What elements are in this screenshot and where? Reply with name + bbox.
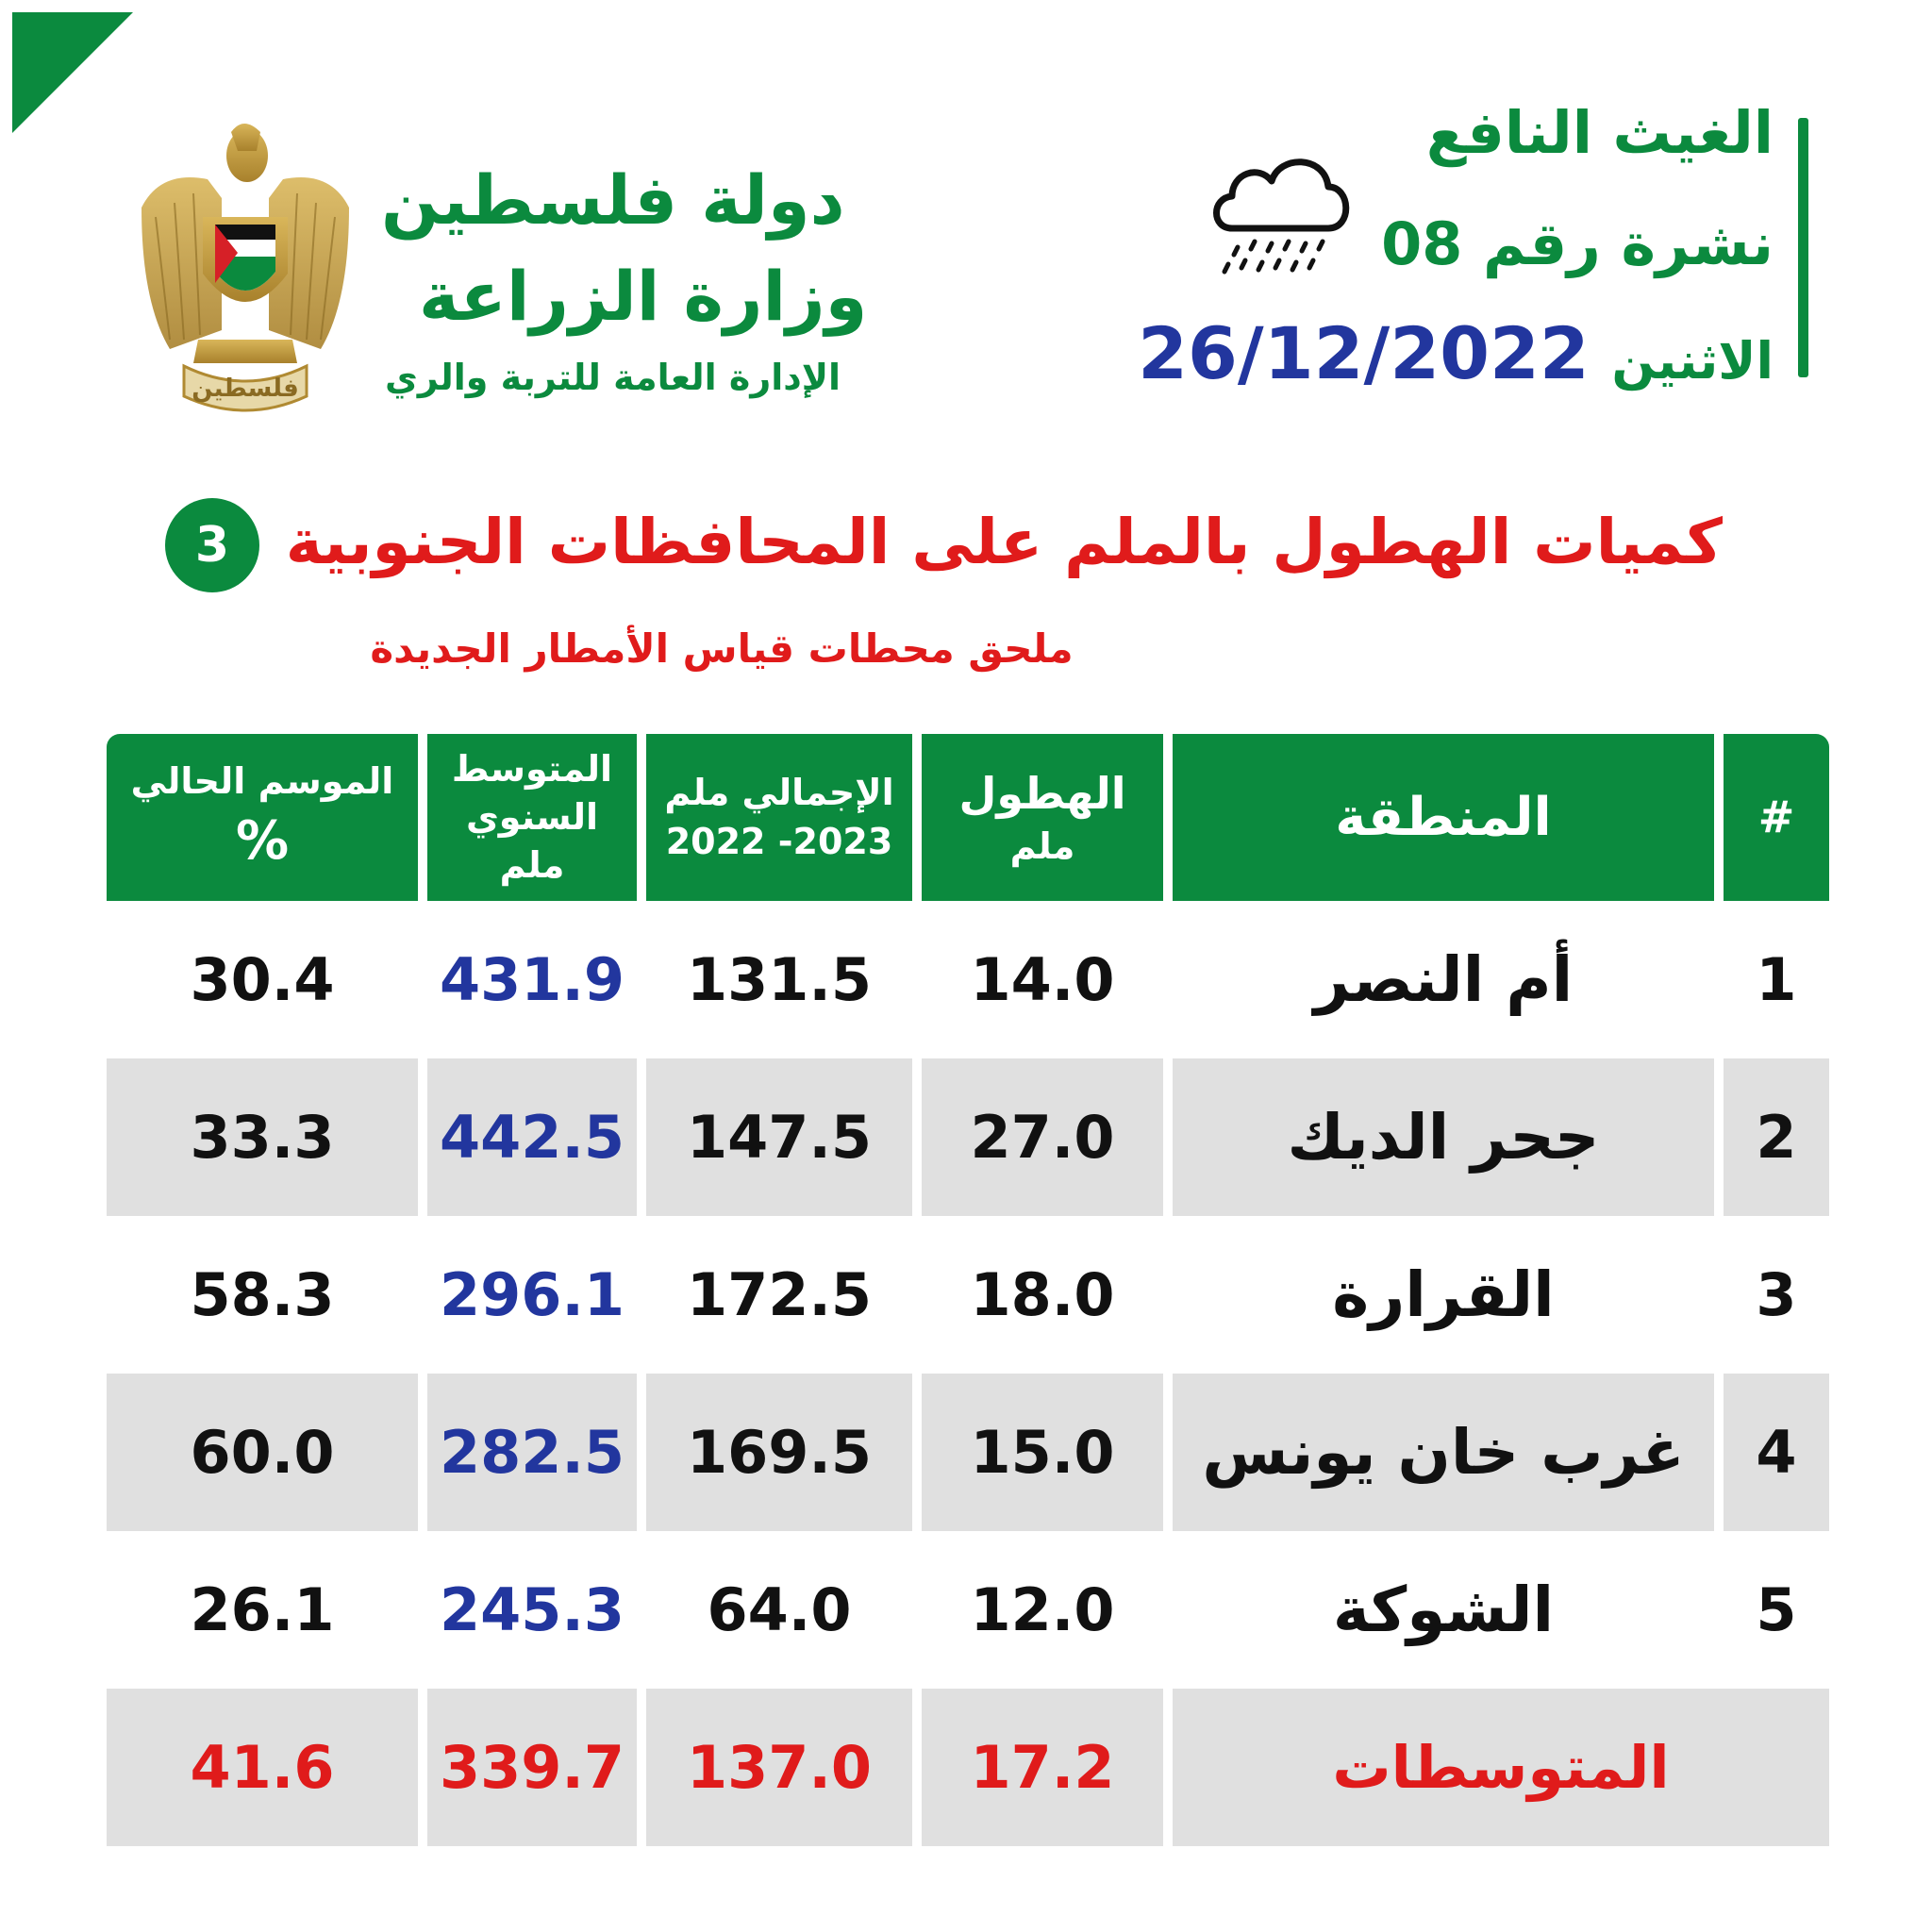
season-percent: 60.0	[107, 1374, 418, 1531]
bulletin-date: 26/12/2022	[1138, 311, 1590, 395]
annual-average: 245.3	[439, 1575, 625, 1644]
row-number: 5	[1756, 1575, 1797, 1644]
season-total: 172.5	[686, 1260, 873, 1329]
region-name: أم النصر	[1313, 943, 1574, 1016]
averages-label: المتوسطات	[1173, 1689, 1829, 1846]
annual-average: 431.9	[439, 945, 625, 1014]
bulletin-day: الاثنين	[1611, 331, 1774, 391]
rainfall-amount: 12.0	[970, 1575, 1115, 1644]
department-name: الإدارة العامة للتربة والري	[385, 357, 841, 398]
average-annual-average: 339.7	[427, 1689, 637, 1846]
palestine-eagle-emblem	[132, 113, 358, 415]
table-header-row	[107, 734, 1829, 901]
average-season-percent: 41.6	[107, 1689, 418, 1846]
averages-row	[107, 1689, 1829, 1846]
table-row	[107, 901, 1829, 1058]
region-name: القرارة	[1332, 1258, 1555, 1331]
average-season-total: 137.0	[646, 1689, 912, 1846]
season-percent: 33.3	[107, 1058, 418, 1216]
rainfall-amount: 18.0	[970, 1260, 1115, 1329]
table-row	[107, 1374, 1829, 1531]
row-number: 3	[1756, 1260, 1797, 1329]
header-region: المنطقة	[1173, 734, 1714, 901]
table-row	[107, 1531, 1829, 1689]
annual-average: 296.1	[439, 1260, 625, 1329]
season-total: 131.5	[686, 945, 873, 1014]
region-name: الشوكة	[1332, 1574, 1555, 1646]
season-percent: 58.3	[190, 1260, 335, 1329]
rainfall-amount: 14.0	[970, 945, 1115, 1014]
page-title: كميات الهطول بالملم على المحافظات الجنوبية	[285, 506, 1723, 578]
page-subtitle: ملحق محطات قياس الأمطار الجديدة	[370, 625, 1074, 672]
state-name: دولة فلسطين	[381, 160, 845, 240]
corner-triangle-decoration	[12, 12, 133, 133]
row-number: 4	[1724, 1374, 1829, 1531]
header-total: الإجمالي ملم 2022 -2023	[646, 734, 912, 901]
row-number: 2	[1724, 1058, 1829, 1216]
rainfall-amount: 27.0	[922, 1058, 1163, 1216]
table-row	[107, 1216, 1829, 1374]
rain-cloud-icon	[1204, 142, 1355, 292]
bulletin-number: نشرة رقم 08	[1381, 209, 1774, 278]
season-total: 64.0	[707, 1575, 852, 1644]
section-number-badge: 3	[165, 498, 259, 592]
season-percent: 26.1	[190, 1575, 335, 1644]
bulletin-date-line	[1138, 311, 1774, 395]
row-number: 1	[1756, 945, 1797, 1014]
region-name: جحر الديك	[1173, 1058, 1714, 1216]
rainfall-table	[107, 734, 1829, 1846]
average-rainfall: 17.2	[922, 1689, 1163, 1846]
annual-average: 282.5	[427, 1374, 637, 1531]
season-total: 147.5	[646, 1058, 912, 1216]
ministry-name: وزارة الزراعة	[419, 257, 868, 336]
header-accent-bar	[1798, 118, 1808, 377]
header-season: الموسم الحالي %	[107, 734, 418, 901]
bulletin-name: الغيث النافع	[1425, 98, 1774, 167]
annual-average: 442.5	[427, 1058, 637, 1216]
table-row	[107, 1058, 1829, 1216]
header-annual-average: المتوسط السنوي ملم	[427, 734, 637, 901]
header-rainfall: الهطول ملم	[922, 734, 1163, 901]
header-number: #	[1724, 734, 1829, 901]
svg-text:فلسطين: فلسطين	[192, 375, 299, 403]
region-name: غرب خان يونس	[1173, 1374, 1714, 1531]
season-percent: 30.4	[190, 945, 335, 1014]
season-total: 169.5	[646, 1374, 912, 1531]
rainfall-amount: 15.0	[922, 1374, 1163, 1531]
